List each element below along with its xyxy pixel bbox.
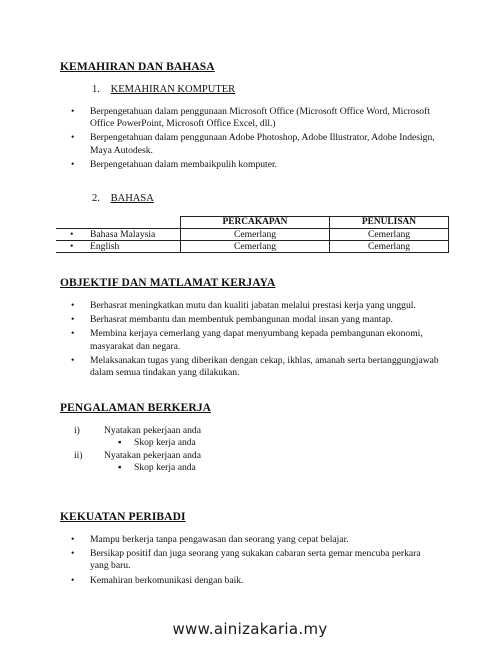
strengths-heading: KEKUATAN PERIBADI <box>60 511 186 523</box>
experience-heading: PENGALAMAN BERKERJA <box>60 402 212 414</box>
objective-heading: OBJEKTIF DAN MATLAMAT KERJAYA <box>60 277 276 289</box>
list-item <box>60 575 440 587</box>
list-item <box>60 132 440 156</box>
bullet-icon: • <box>71 132 75 144</box>
language-number: 2. <box>92 193 100 204</box>
objective-text: Membina kerjaya cemerlang yang dapat menyumbang kepada pembangunan ekonomi, masyarakat dan negara. <box>90 328 423 352</box>
language-subheading <box>92 193 154 204</box>
list-item <box>60 355 440 379</box>
bullet-icon: • <box>71 548 75 560</box>
list-item <box>60 534 440 546</box>
column-header-speaking: PERCAKAPAN <box>181 217 330 229</box>
language-table <box>56 216 449 253</box>
bullet-icon: • <box>71 314 75 326</box>
language-name-cell <box>56 241 181 253</box>
bullet-icon: • <box>71 106 75 117</box>
experience-scope: Skop kerja anda <box>134 462 196 473</box>
skills-heading: KEMAHIRAN DAN BAHASA <box>60 61 215 73</box>
bullet-icon: • <box>71 300 75 311</box>
experience-job: Nyatakan pekerjaan anda <box>104 425 201 436</box>
speaking-level-cell: Cemerlang <box>181 241 330 253</box>
computer-skill-text: Berpengetahuan dalam penggunaan Adobe Photoshop, Adobe Illustrator, Adobe Indesign, Maya Autodesk. <box>90 132 435 156</box>
computer-skills-number: 1. <box>92 84 100 95</box>
column-header-writing: PENULISAN <box>330 217 449 229</box>
table-corner-cell <box>56 217 181 229</box>
strength-text: Kemahiran berkomunikasi dengan baik. <box>90 574 244 586</box>
bullet-icon: • <box>71 354 75 366</box>
list-item <box>60 106 440 130</box>
bullet-icon: • <box>71 534 75 545</box>
writing-level-cell: Cemerlang <box>330 241 449 253</box>
list-item <box>60 328 440 352</box>
objective-text: Melaksanakan tugas yang diberikan dengan cekap, ikhlas, amanah serta bertanggungjawab dalam semua tindakan yang dilakukan. <box>90 354 439 379</box>
computer-skills-subheading <box>92 84 235 95</box>
language-name: English <box>90 241 120 252</box>
table-header-row <box>56 217 449 229</box>
language-name: Bahasa Malaysia <box>90 229 156 240</box>
sub-bullet-icon: ▪ <box>118 437 122 448</box>
list-item <box>60 159 440 171</box>
experience-numeral: i) <box>74 425 80 436</box>
objective-text: Berhasrat membantu dan membentuk pembangunan modal insan yang mantap. <box>90 314 393 326</box>
bullet-icon: • <box>70 229 74 240</box>
computer-skill-text: Berpengetahuan dalam penggunaan Microsoft Office (Microsoft Office Word, Microsoft Office PowerPoint, Microsoft Office Excel, dll.) <box>90 106 430 130</box>
list-item <box>60 548 440 572</box>
strength-text: Mampu berkerja tanpa pengawasan dan seorang yang cepat belajar. <box>90 534 349 545</box>
strengths-list <box>60 534 440 589</box>
table-row <box>56 241 449 253</box>
bullet-icon: • <box>71 158 75 170</box>
objective-list <box>60 300 440 381</box>
experience-job: Nyatakan pekerjaan anda <box>104 450 201 461</box>
list-item <box>60 314 440 326</box>
bullet-icon: • <box>70 241 74 252</box>
website-watermark: www.ainizakaria.my <box>172 620 328 638</box>
experience-scope: Skop kerja anda <box>134 437 196 448</box>
sub-bullet-icon: ▪ <box>118 462 122 473</box>
bullet-icon: • <box>71 574 75 586</box>
experience-numeral: ii) <box>74 450 83 461</box>
table-row <box>56 229 449 241</box>
objective-text: Berhasrat meningkatkan mutu dan kualiti jabatan melalui prestasi kerja yang unggul. <box>90 300 416 311</box>
computer-skills-title: KEMAHIRAN KOMPUTER <box>110 84 236 95</box>
computer-skills-list <box>60 106 440 173</box>
speaking-level-cell: Cemerlang <box>181 229 330 241</box>
list-item <box>60 300 440 312</box>
bullet-icon: • <box>71 328 75 340</box>
language-name-cell <box>56 229 181 241</box>
strength-text: Bersikap positif dan juga seorang yang sukakan cabaran serta gemar mencuba perkara yang baru. <box>90 548 421 572</box>
computer-skill-text: Berpengetahuan dalam membaikpulih komputer. <box>90 158 278 170</box>
writing-level-cell: Cemerlang <box>330 229 449 241</box>
language-title: BAHASA <box>110 193 154 204</box>
